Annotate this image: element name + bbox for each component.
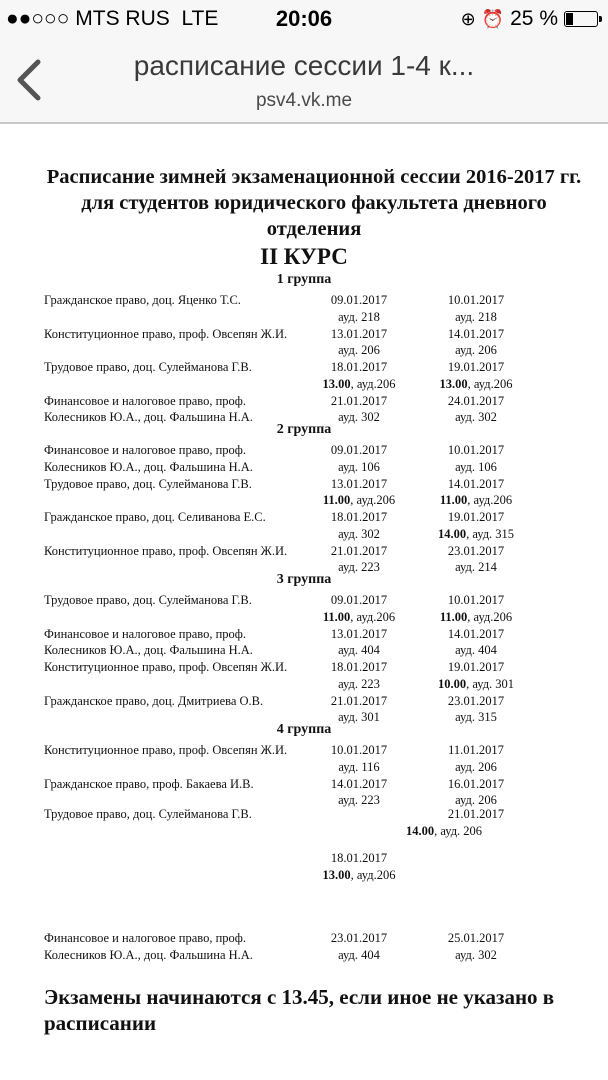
- date: 23.01.2017: [447, 543, 505, 558]
- schedule-row: [44, 930, 564, 963]
- battery-icon: [564, 11, 598, 27]
- subject: Гражданское право, доц. Яценко Т.С.: [44, 293, 241, 307]
- date: 09.01.2017: [330, 293, 388, 307]
- schedule-row: [44, 509, 564, 542]
- subject: Конституционное право, проф. Овсепян Ж.И.: [44, 660, 288, 674]
- exam-2: [426, 592, 526, 625]
- status-icons: [461, 7, 598, 31]
- schedule-row: [44, 442, 564, 475]
- orientation-lock-icon: ⊕: [460, 8, 476, 29]
- date: 19.01.2017: [447, 510, 505, 524]
- teacher: Колесников Ю.А., доц. Фальшина Н.А.: [44, 459, 253, 474]
- room: , ауд.206: [467, 376, 513, 391]
- exam-date-1: 18.01.2017: [330, 851, 388, 865]
- exam-1: [309, 543, 409, 576]
- exam-1: [309, 292, 409, 325]
- date: 11.01.2017: [448, 743, 504, 757]
- date: 19.01.2017: [447, 660, 505, 674]
- exam-1: [309, 626, 409, 659]
- network-type: LTE: [181, 7, 219, 30]
- battery-fill: [566, 13, 573, 25]
- subject: Конституционное право, проф. Овсепян Ж.И.: [44, 543, 288, 558]
- date: 23.01.2017: [447, 693, 505, 708]
- exam-time: 13.00: [322, 376, 351, 391]
- room: ауд. 223: [338, 793, 380, 807]
- exam-time: 11.00: [439, 609, 468, 624]
- exam-time: 13.00: [322, 867, 351, 882]
- room: ауд. 218: [338, 309, 380, 324]
- subject: Финансовое и налоговое право, проф.: [44, 393, 247, 408]
- exam-2: [426, 509, 526, 542]
- subject-teacher: [44, 326, 324, 343]
- date: 10.01.2017: [447, 593, 505, 607]
- exam-2: [426, 393, 526, 426]
- subject: Гражданское право, доц. Дмитриева О.В.: [44, 693, 264, 708]
- schedule-row: [44, 393, 564, 426]
- subject-teacher: [44, 442, 324, 475]
- exam-1: [309, 393, 409, 426]
- room: , ауд.206: [350, 493, 396, 507]
- date: 13.01.2017: [330, 476, 388, 491]
- room: ауд. 206: [338, 343, 380, 357]
- exam-time: 11.00: [322, 493, 351, 507]
- date: 10.01.2017: [330, 743, 388, 757]
- group-heading: 4 группа: [276, 722, 332, 737]
- exam-2: [426, 543, 526, 576]
- room: ауд. 218: [455, 309, 497, 324]
- subject: Финансовое и налоговое право, проф.: [44, 443, 247, 457]
- group-heading: 3 группа: [276, 572, 332, 587]
- room: , ауд.206: [350, 376, 396, 391]
- battery-percent: 25 %: [510, 7, 558, 30]
- room: ауд. 301: [338, 710, 380, 724]
- schedule-row: [44, 543, 564, 576]
- exam-time: 14.00: [405, 823, 435, 838]
- room: ауд. 206: [455, 759, 497, 774]
- date: 13.01.2017: [330, 326, 388, 341]
- date: 25.01.2017: [447, 931, 505, 945]
- schedule-row: [44, 476, 564, 509]
- subject: Гражданское право, доц. Селиванова Е.С.: [44, 510, 266, 524]
- date: 21.01.2017: [330, 543, 388, 558]
- room: , ауд. 206: [434, 823, 483, 838]
- schedule-row: [44, 742, 564, 775]
- clock: 20:06: [275, 6, 333, 31]
- page-title: расписание сессии 1-4 к...: [133, 50, 475, 81]
- exam-time: 13.00: [439, 376, 468, 391]
- exam-1: [309, 592, 409, 625]
- date: 09.01.2017: [330, 593, 388, 607]
- date: 09.01.2017: [330, 443, 388, 457]
- subject-teacher: [44, 592, 324, 609]
- subject-teacher: [44, 626, 324, 659]
- subject-teacher: [44, 509, 324, 526]
- status-bar: [0, 0, 608, 40]
- date: 23.01.2017: [330, 931, 388, 945]
- schedule-row: [44, 693, 564, 726]
- room: ауд. 223: [338, 560, 380, 574]
- exam-room-2: [394, 823, 494, 840]
- room: ауд. 223: [338, 676, 380, 691]
- room: , ауд.206: [467, 609, 513, 624]
- subject: Трудовое право, доц. Сулейманова Г.В.: [44, 593, 252, 607]
- group-heading: 2 группа: [276, 422, 332, 437]
- schedule-row: [44, 776, 564, 809]
- room: ауд. 302: [455, 410, 497, 424]
- subject: Конституционное право, проф. Овсепян Ж.И.: [44, 326, 288, 341]
- exam-1: [309, 326, 409, 359]
- subject-teacher: [44, 359, 324, 376]
- subject: Финансовое и налоговое право, проф.: [44, 931, 247, 945]
- subject-teacher: [44, 930, 324, 963]
- exam-1: [309, 476, 409, 509]
- date: 14.01.2017: [447, 476, 505, 491]
- exam-1: [309, 776, 409, 809]
- room: ауд. 404: [338, 643, 380, 657]
- date: 18.01.2017: [330, 510, 388, 524]
- exam-2: [426, 476, 526, 509]
- room: ауд. 302: [338, 526, 380, 541]
- date: 14.01.2017: [330, 776, 388, 791]
- exam-1: [309, 693, 409, 726]
- exam-date-2: 21.01.2017: [447, 807, 505, 821]
- subject-teacher: [44, 393, 324, 426]
- room: , ауд.206: [350, 867, 396, 882]
- subject: Трудовое право, доц. Сулейманова Г.В.: [44, 476, 252, 491]
- group-heading: 1 группа: [276, 272, 332, 287]
- exam-start-note: Экзамены начинаются с 13.45, если иное не указано в расписании: [44, 985, 555, 1035]
- subject: Конституционное право, проф. Овсепян Ж.И.: [44, 743, 288, 757]
- exam-2: [426, 292, 526, 325]
- date: 18.01.2017: [330, 660, 388, 674]
- subject-teacher: [44, 693, 324, 710]
- exam-2: [426, 776, 526, 809]
- date: 21.01.2017: [330, 693, 388, 708]
- room: , ауд.206: [467, 493, 513, 507]
- room: , ауд. 315: [466, 526, 515, 541]
- schedule-row: [44, 292, 564, 325]
- schedule-row: [44, 326, 564, 359]
- subject: Гражданское право, проф. Бакаева И.В.: [44, 776, 254, 791]
- room: ауд. 315: [455, 710, 497, 724]
- exam-2: [426, 930, 526, 963]
- navigation-bar: [0, 40, 608, 124]
- teacher: Колесников Ю.А., доц. Фальшина Н.А.: [44, 410, 253, 424]
- subject-teacher: [44, 659, 324, 676]
- date: 19.01.2017: [447, 360, 505, 374]
- exam-2: [426, 742, 526, 775]
- room: , ауд. 301: [466, 676, 515, 691]
- date: 10.01.2017: [447, 443, 505, 457]
- date: 21.01.2017: [330, 393, 388, 408]
- room: ауд. 404: [338, 947, 380, 962]
- exam-time: 14.00: [437, 526, 467, 541]
- exam-1: [309, 359, 409, 392]
- subject: Трудовое право, доц. Сулейманова Г.В.: [44, 360, 252, 374]
- room: , ауд.206: [350, 609, 396, 624]
- exam-room-1: [309, 867, 409, 884]
- document: [0, 124, 608, 1080]
- course-heading: II КУРС: [260, 244, 348, 269]
- subject-teacher: [44, 543, 324, 560]
- schedule-row: [44, 659, 564, 692]
- teacher: Колесников Ю.А., доц. Фальшина Н.А.: [44, 947, 253, 962]
- schedule-row: [44, 359, 564, 392]
- subject-teacher: [44, 476, 324, 493]
- subject-teacher: [44, 776, 324, 793]
- room: ауд. 214: [455, 560, 497, 574]
- exam-2: [426, 626, 526, 659]
- exam-2: [426, 659, 526, 692]
- room: ауд. 302: [455, 947, 497, 962]
- subject-teacher: [44, 292, 324, 309]
- subject-teacher: [44, 742, 324, 759]
- date: 13.01.2017: [330, 626, 388, 641]
- date: 18.01.2017: [330, 360, 388, 374]
- date: 14.01.2017: [447, 326, 505, 341]
- room: ауд. 116: [338, 759, 380, 774]
- room: ауд. 106: [455, 459, 497, 474]
- exam-2: [426, 693, 526, 726]
- date: 10.01.2017: [447, 293, 505, 307]
- exam-1: [309, 442, 409, 475]
- exam-1: [309, 509, 409, 542]
- exam-1: [309, 659, 409, 692]
- document-title: Расписание зимней экзаменационной сессии 2016-2017 гг. для студентов юридического факультета дневного отделения: [46, 166, 582, 240]
- exam-1: [309, 930, 409, 963]
- exam-2: [426, 326, 526, 359]
- date: 14.01.2017: [447, 626, 505, 641]
- subject-teacher: Трудовое право, доц. Сулейманова Г.В.: [44, 807, 252, 821]
- exam-time: 11.00: [439, 493, 468, 507]
- schedule-row: [44, 626, 564, 659]
- room: ауд. 206: [455, 343, 497, 357]
- schedule-row: [44, 592, 564, 625]
- date: 16.01.2017: [447, 776, 505, 791]
- room: ауд. 404: [455, 643, 497, 657]
- subject: Финансовое и налоговое право, проф.: [44, 626, 247, 641]
- exam-2: [426, 359, 526, 392]
- exam-2: [426, 442, 526, 475]
- room: ауд. 302: [338, 410, 380, 424]
- room: ауд. 106: [338, 459, 380, 474]
- page-url[interactable]: psv4.vk.me: [255, 90, 353, 111]
- alarm-icon: ⏰: [481, 8, 505, 29]
- date: 24.01.2017: [447, 393, 505, 408]
- room: ауд. 206: [455, 793, 497, 807]
- exam-time: 10.00: [437, 676, 467, 691]
- exam-1: [309, 742, 409, 775]
- teacher: Колесников Ю.А., доц. Фальшина Н.А.: [44, 643, 253, 657]
- schedule-row: [44, 806, 564, 882]
- carrier-text: ●●○○○ MTS RUS: [6, 7, 170, 30]
- exam-time: 11.00: [322, 609, 351, 624]
